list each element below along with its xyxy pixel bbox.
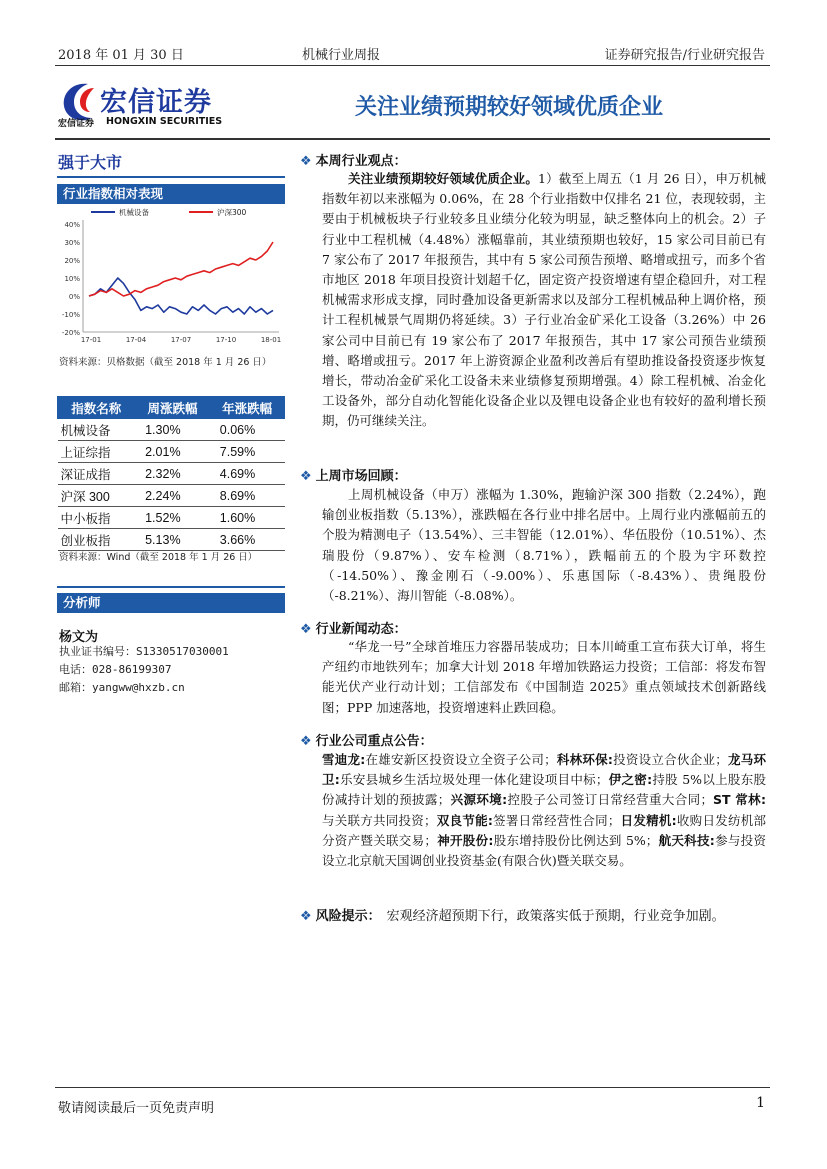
- table-cell: 1.52%: [135, 507, 210, 529]
- x-tick-label: 18-01: [260, 336, 282, 344]
- company-name: 航天科技:: [658, 832, 715, 848]
- analyst-phone: 电话：028-86199307: [59, 663, 172, 676]
- table-cell: 机械设备: [58, 419, 136, 441]
- company-name: 雪迪龙:: [322, 752, 366, 767]
- table-cell: 7.59%: [210, 441, 285, 463]
- table-cell: 5.13%: [135, 529, 210, 551]
- report-title: 关注业绩预期较好领域优质企业: [355, 95, 664, 120]
- chart-source: 资料来源：贝格数据（截至 2018 年 1 月 26 日）: [59, 357, 272, 368]
- table-cell: 创业板指: [58, 529, 136, 551]
- report-category: 机械行业周报: [302, 48, 381, 63]
- table-header: 周涨跌幅: [135, 397, 210, 419]
- table-cell: 8.69%: [210, 485, 285, 507]
- logo-en-text: HONGXIN SECURITIES: [106, 116, 223, 127]
- table-row: [58, 529, 285, 551]
- legend-label: 沪深300: [217, 208, 247, 217]
- table-source: 资料来源：Wind（截至 2018 年 1 月 26 日）: [59, 552, 258, 563]
- section-risk-title: ❖ 风险提示： 宏观经济超预期下行，政策落实低于预期，行业竞争加剧。: [300, 909, 725, 924]
- table-cell: 上证综指: [58, 441, 136, 463]
- risk-body: 宏观经济超预期下行，政策落实低于预期，行业竞争加剧。: [386, 909, 725, 924]
- analyst-cert: 执业证书编号：S1330517030001: [59, 645, 229, 658]
- diamond-icon: ❖: [300, 469, 312, 484]
- table-row: [58, 463, 285, 485]
- table-cell: 4.69%: [210, 463, 285, 485]
- table-row: [58, 507, 285, 529]
- page-number: 1: [756, 1095, 765, 1111]
- company-name: ST 常林:: [713, 792, 766, 808]
- section-news-body: “华龙一号”全球首堆压力容器吊装成功；日本川崎重工宣布获大订单，将生产纽约市地铁列车；加拿大计划 2018 年增加铁路运力投资；工信部：将发布智能光伏产业行动计划；工信部发布《中国制造 2025》重点领域技术创新路线图；PPP 加速落地，投资增速料止跌回稳。: [322, 639, 766, 715]
- report-date: 2018 年 01 月 30 日: [58, 48, 184, 63]
- table-cell: 2.32%: [135, 463, 210, 485]
- table-cell: 深证成指: [58, 463, 136, 485]
- x-tick-label: 17-07: [170, 336, 192, 344]
- diamond-icon: ❖: [300, 734, 312, 749]
- table-cell: 1.60%: [210, 507, 285, 529]
- x-tick-label: 17-04: [125, 336, 147, 344]
- y-tick-label: 10%: [64, 275, 80, 283]
- company-logo: [58, 76, 248, 130]
- company-name: 兴源环境:: [450, 792, 508, 808]
- company-name: 伊之密:: [608, 772, 653, 788]
- section-market-title: ❖ 上周市场回顾：: [300, 469, 407, 484]
- analyst-section-title: 分析师: [57, 593, 285, 613]
- table-header: 年涨跌幅: [210, 397, 285, 419]
- section-news-title: ❖ 行业新闻动态：: [300, 622, 407, 637]
- table-cell: 3.66%: [210, 529, 285, 551]
- table-row: [58, 441, 285, 463]
- company-name: 双良节能:: [436, 812, 493, 828]
- company-name: 神开股份:: [436, 832, 494, 848]
- table-cell: 沪深 300: [58, 485, 136, 507]
- table-cell: 0.06%: [210, 419, 285, 441]
- series-line: [89, 278, 273, 314]
- analyst-email: 邮箱：yangww@hxzb.cn: [59, 681, 185, 694]
- legend-label: 机械设备: [119, 208, 149, 217]
- table-cell: 2.24%: [135, 485, 210, 507]
- logo-small-cn: 宏信证券: [58, 119, 95, 129]
- diamond-icon: ❖: [300, 622, 312, 637]
- diamond-icon: ❖: [300, 909, 312, 924]
- x-tick-label: 17-10: [215, 336, 237, 344]
- section-company-title: ❖ 行业公司重点公告：: [300, 734, 433, 749]
- table-row: [58, 419, 285, 441]
- y-tick-label: 40%: [64, 221, 80, 229]
- x-tick-label: 17-01: [80, 336, 102, 344]
- footer-disclaimer: 敬请阅读最后一页免责声明: [58, 1101, 215, 1116]
- chart-section-title: 行业指数相对表现: [57, 184, 285, 204]
- diamond-icon: ❖: [300, 154, 312, 169]
- industry-rating: 强于大市: [58, 153, 123, 172]
- y-tick-label: -10%: [61, 311, 80, 319]
- table-row: [58, 485, 285, 507]
- section-company-body: 雪迪龙:在雄安新区投资设立全资子公司；科林环保:投资设立合伙企业；龙马环卫:乐安县城乡生活垃圾处理一体化建设项目中标；伊之密:持股 5%以上股东股份减持计划的预披露；兴源环境:控股子公司签订日常经营重大合同；ST 常林:与关联方共同投资；双良节能:签署日常经营性合同；日发精机:收购日发纺机部分资产暨关联交易；神开股份:股东增持股份比例达到 5%；航天科技:参与投资设立北京航天国调创业投资基金(有限合伙)暨关联交易。: [322, 752, 766, 869]
- company-name: 龙马环卫:: [322, 752, 766, 788]
- company-name: 日发精机:: [620, 812, 677, 828]
- y-tick-label: 30%: [64, 239, 80, 247]
- table-header: 指数名称: [58, 397, 136, 419]
- y-tick-label: 0%: [68, 293, 80, 301]
- index-performance-table: [57, 396, 285, 551]
- series-line: [89, 242, 273, 296]
- section-market-body: 上周机械设备（申万）涨幅为 1.30%，跑输沪深 300 指数（2.24%），跑输创业板指数（5.13%），涨跌幅在各行业中排名居中。上周行业内涨幅前五的个股为精测电子（13.54%）、三丰智能（12.01%）、华伍股份（10.51%）、杰瑞股份（9.87%）、安车检测（8.71%），跌幅前五的个股为宇环数控（-14.50%）、豫金刚石（-9.00%）、乐惠国际（-8.43%）、贵绳股份（-8.21%）、海川智能（-8.08%）。: [322, 487, 766, 604]
- table-cell: 中小板指: [58, 507, 136, 529]
- section-views-title: ❖ 本周行业观点：: [300, 154, 407, 169]
- y-tick-label: 20%: [64, 257, 80, 265]
- analyst-name: 杨文为: [59, 630, 99, 645]
- section-views-body: 关注业绩预期较好领域优质企业。1）截至上周五（1 月 26 日），申万机械指数年初以来涨幅为 0.06%，在 28 个行业指数中仅排名 21 位，表现较弱，主要由于机械板块子行业较多且业绩分化较为明显，缺乏整体向上的机会。2）子行业中工程机械（4.48%）涨幅靠前，其业绩预期也较好，15 家公司目前已有 7 家公布了 2017 年报预告，其中有 5 家公司预告预增、略增或扭亏，而多个省市地区 2018 年项目投资计划超千亿，固定资产投资增速有望企稳回升，对工程机械需求形成支撑，同时叠加设备更新需求以及部分工程机械品种上调价格，预计工程机械景气周期仍将延续。3）子行业冶金矿采化工设备（3.26%）中 26 家公司中目前已有 19 家公布了 2017 年报预告，其中 17 家公司预告业绩预增、略增或扭亏。2017 年上游资源企业盈利改善后有望助推设备投资逐步恢复增长，带动冶金矿采化工设备未来业绩修复预期增强。4）除工程机械、冶金化工设备外，部分自动化智能化设备企业以及锂电设备企业也有较好的盈利增长预期，仍可继续关注。: [322, 171, 766, 429]
- table-cell: 2.01%: [135, 441, 210, 463]
- y-tick-label: -20%: [61, 329, 80, 337]
- company-name: 科林环保:: [556, 752, 613, 767]
- index-chart: [57, 204, 285, 354]
- logo-cn-text: 宏信证券: [100, 87, 212, 118]
- table-cell: 1.30%: [135, 419, 210, 441]
- report-type: 证券研究报告/行业研究报告: [604, 48, 765, 63]
